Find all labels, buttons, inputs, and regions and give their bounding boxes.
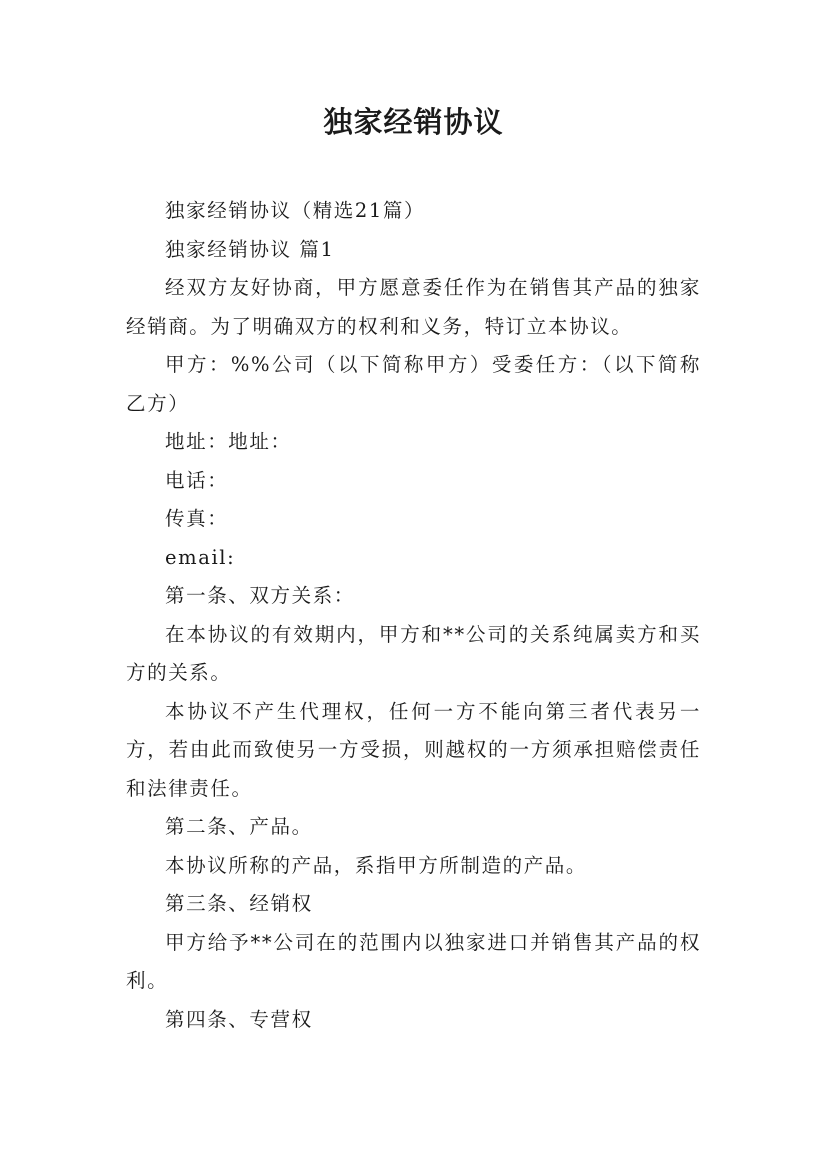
document-body [126, 192, 701, 1039]
article-1-text-1: 在本协议的有效期内，甲方和**公司的关系纯属卖方和买方的关系。 [126, 622, 701, 684]
article-3-text: 甲方给予**公司在的范围内以独家进口并销售其产品的权利。 [126, 930, 701, 992]
article-2-heading: 第二条、产品。 [165, 815, 313, 838]
document-title: 独家经销协议 [323, 105, 504, 139]
paragraph-phone: 电话： [165, 468, 229, 492]
article-2-text: 本协议所称的产品，系指甲方所制造的产品。 [165, 853, 588, 877]
paragraph-address: 地址：地址： [165, 430, 292, 453]
paragraph-email: email: [165, 545, 236, 569]
paragraph-fax: 传真： [165, 507, 229, 530]
paragraph-parties: 甲方：%%公司（以下简称甲方）受委任方：（以下简称乙方） [126, 353, 701, 415]
article-4-heading: 第四条、专营权 [165, 1007, 313, 1031]
article-1-heading: 第一条、双方关系： [165, 584, 355, 607]
paragraph-subtitle: 独家经销协议（精选21篇） [165, 199, 426, 222]
article-1-text-2: 本协议不产生代理权，任何一方不能向第三者代表另一方，若由此而致使另一方受损，则越权的一方须承担赔偿责任和法律责任。 [126, 699, 701, 800]
paragraph-intro: 经双方友好协商，甲方愿意委任作为在销售其产品的独家经销商。为了明确双方的权利和义务，特订立本协议。 [126, 276, 701, 338]
article-3-heading: 第三条、经销权 [165, 892, 313, 915]
paragraph-section-heading: 独家经销协议 篇1 [165, 237, 335, 261]
